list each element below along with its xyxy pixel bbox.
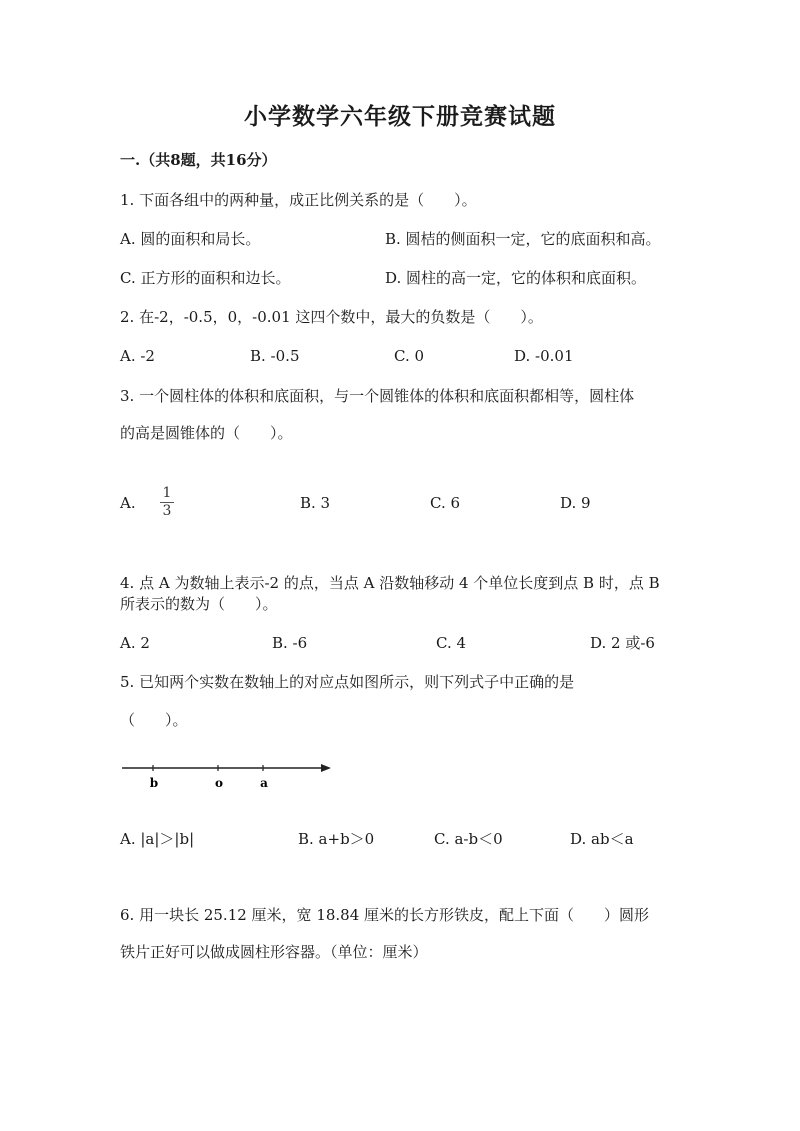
question-4-option-b: B. -6 [272, 634, 308, 652]
number-line-arrow-icon [321, 764, 331, 772]
number-line-figure [120, 757, 340, 797]
question-4-option-c: C. 4 [436, 634, 467, 652]
question-3-option-a-label: A. [120, 494, 136, 512]
question-1-option-d: D. 圆柱的高一定，它的体积和底面积。 [385, 269, 647, 287]
question-4-stem-line1: 4. 点 A 为数轴上表示-2 的点，当点 A 沿数轴移动 4 个单位长度到点 B 时，点 B [120, 574, 660, 592]
question-6-stem-line1: 6. 用一块长 25.12 厘米，宽 18.84 厘米的长方形铁皮，配上下面（ ）圆形 [120, 906, 650, 924]
point-label-b: b [149, 776, 159, 790]
question-2-stem: 2. 在-2，-0.5，0，-0.01 这四个数中，最大的负数是（ ）。 [120, 308, 543, 326]
question-5-option-c: C. a-b＜0 [434, 830, 503, 848]
question-5-stem-line2: （ ）。 [120, 711, 188, 729]
question-1-option-c: C. 正方形的面积和边长。 [120, 269, 291, 287]
question-5-stem-line1: 5. 已知两个实数在数轴上的对应点如图所示，则下列式子中正确的是 [120, 673, 575, 691]
fraction-numerator: 1 [162, 485, 172, 501]
point-label-o: o [214, 776, 224, 790]
question-2-option-b: B. -0.5 [250, 347, 300, 365]
question-5-option-b: B. a+b＞0 [298, 830, 375, 848]
fraction-denominator: 3 [162, 503, 172, 519]
question-2-option-a: A. -2 [120, 347, 155, 365]
question-4-option-d: D. 2 或-6 [590, 634, 655, 652]
question-3-option-a-fraction [160, 486, 174, 519]
question-3-stem-line1: 3. 一个圆柱体的体积和底面积，与一个圆锥体的体积和底面积都相等，圆柱体 [120, 387, 635, 405]
question-6-stem-line2: 铁片正好可以做成圆柱形容器。（单位：厘米） [120, 943, 428, 961]
point-label-a: a [260, 776, 268, 790]
question-4-stem-line2: 所表示的数为（ ）。 [120, 595, 278, 613]
question-2-option-d: D. -0.01 [514, 347, 574, 365]
question-5-option-d: D. ab＜a [570, 830, 634, 848]
question-1-option-a: A. 圆的面积和局长。 [120, 230, 261, 248]
question-1-stem: 1. 下面各组中的两种量，成正比例关系的是（ ）。 [120, 191, 477, 209]
question-3-stem-line2: 的高是圆锥体的（ ）。 [120, 424, 293, 442]
page-title: 小学数学六年级下册竞赛试题 [244, 103, 556, 130]
question-2-option-c: C. 0 [394, 347, 425, 365]
question-4-option-a: A. 2 [120, 634, 150, 652]
question-5-option-a: A. |a|＞|b| [120, 830, 195, 848]
question-1-option-b: B. 圆桔的侧面积一定，它的底面积和高。 [385, 230, 661, 248]
question-3-option-d: D. 9 [560, 494, 591, 512]
question-3-option-c: C. 6 [430, 494, 461, 512]
question-3-option-b: B. 3 [300, 494, 331, 512]
section-heading: 一.（共8题，共16分） [120, 151, 277, 169]
